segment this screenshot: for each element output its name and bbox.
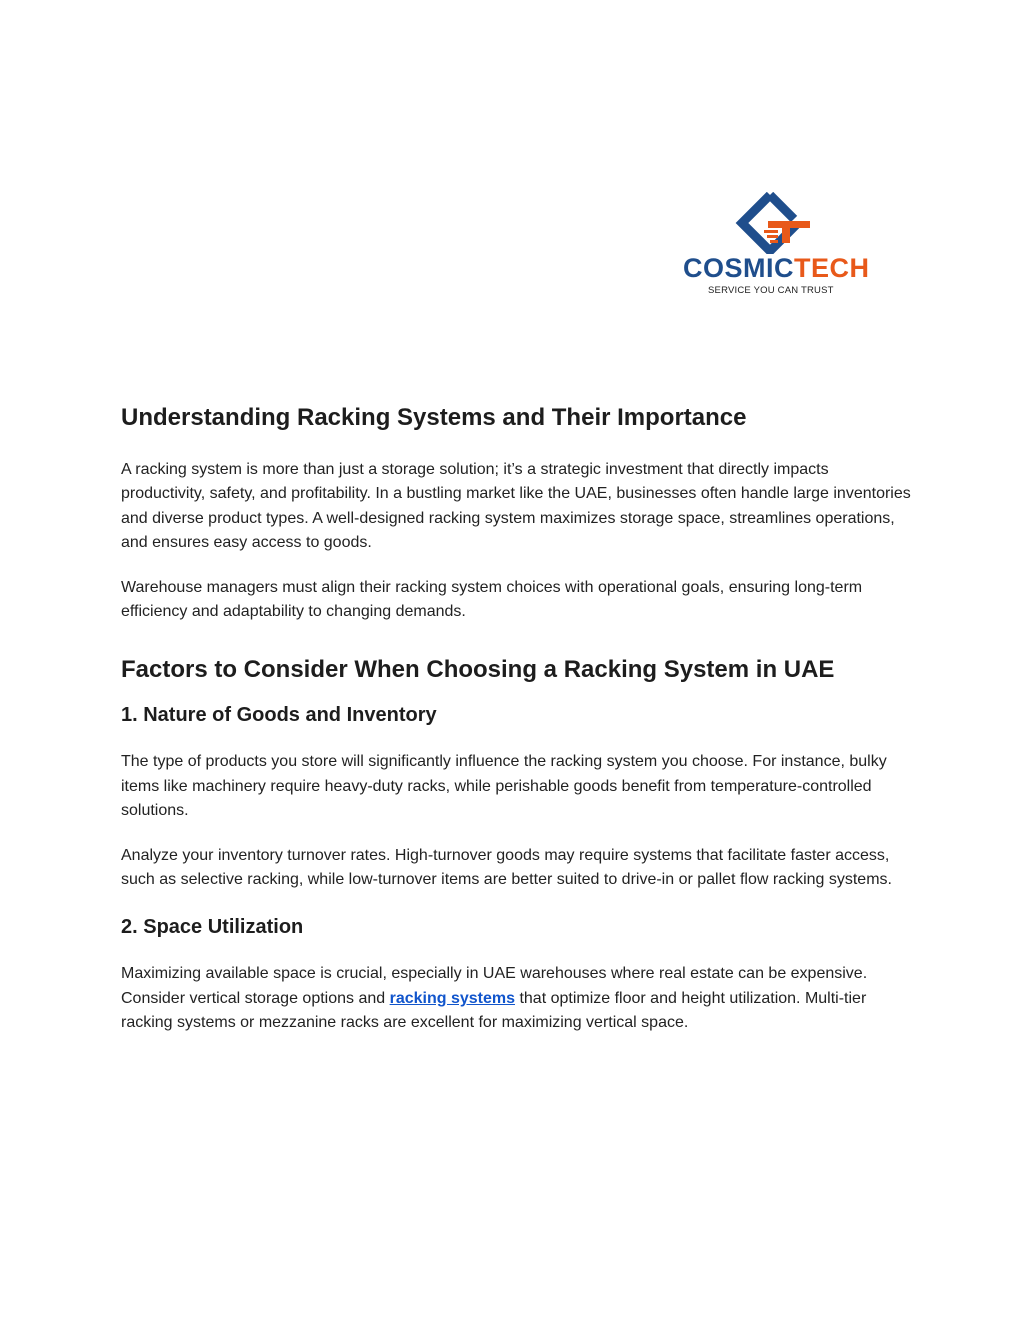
logo-wordmark-cosmic: COSMIC bbox=[683, 253, 794, 283]
subheading-space-utilization: 2. Space Utilization bbox=[121, 916, 304, 939]
section-heading-understanding: Understanding Racking Systems and Their Importance bbox=[121, 404, 747, 431]
section-heading-factors: Factors to Consider When Choosing a Racking System in UAE bbox=[121, 656, 835, 684]
paragraph-warehouse-managers: Warehouse managers must align their racking system choices with operational goals, ensuring long-term efficiency and adaptability to changing demands. bbox=[121, 578, 863, 621]
article-body bbox=[121, 400, 911, 1036]
paragraph-maximizing-space bbox=[121, 962, 911, 1035]
racking-systems-link[interactable]: racking systems bbox=[389, 989, 515, 1007]
cosmictech-emblem-icon bbox=[734, 192, 820, 254]
paragraph-text-before-link: Maximizing available space is crucial, especially in UAE warehouses where real estate can be expensive. Consider vertical storage options and bbox=[121, 965, 868, 1007]
logo-tagline: SERVICE YOU CAN TRUST bbox=[708, 285, 834, 296]
logo-wordmark bbox=[683, 253, 870, 283]
cosmictech-logo bbox=[682, 192, 870, 302]
paragraph-product-types: The type of products you store will significantly influence the racking system you choose. For instance, bulky items like machinery require heavy-duty racks, while perishable goods benefit from temperature-controlled solutions. bbox=[121, 753, 887, 820]
paragraph-inventory-turnover: Analyze your inventory turnover rates. High-turnover goods may require systems that facilitate faster access, such as selective racking, while low-turnover items are better suited to drive-in or pallet flow racking systems. bbox=[121, 846, 892, 889]
logo-wordmark-tech: TECH bbox=[794, 253, 870, 283]
paragraph-text-after-link: that optimize floor and height utilization. Multi-tier racking systems or mezzanine racks are excellent for maximizing vertical space. bbox=[121, 989, 867, 1032]
subheading-nature-of-goods: 1. Nature of Goods and Inventory bbox=[121, 704, 437, 727]
paragraph-racking-intro: A racking system is more than just a storage solution; it’s a strategic investment that directly impacts productivity, safety, and profitability. In a bustling market like the UAE, businesses often handle large inventories and diverse product types. A well-designed racking system maximizes storage space, streamlines operations, and ensures easy access to goods. bbox=[121, 461, 911, 552]
